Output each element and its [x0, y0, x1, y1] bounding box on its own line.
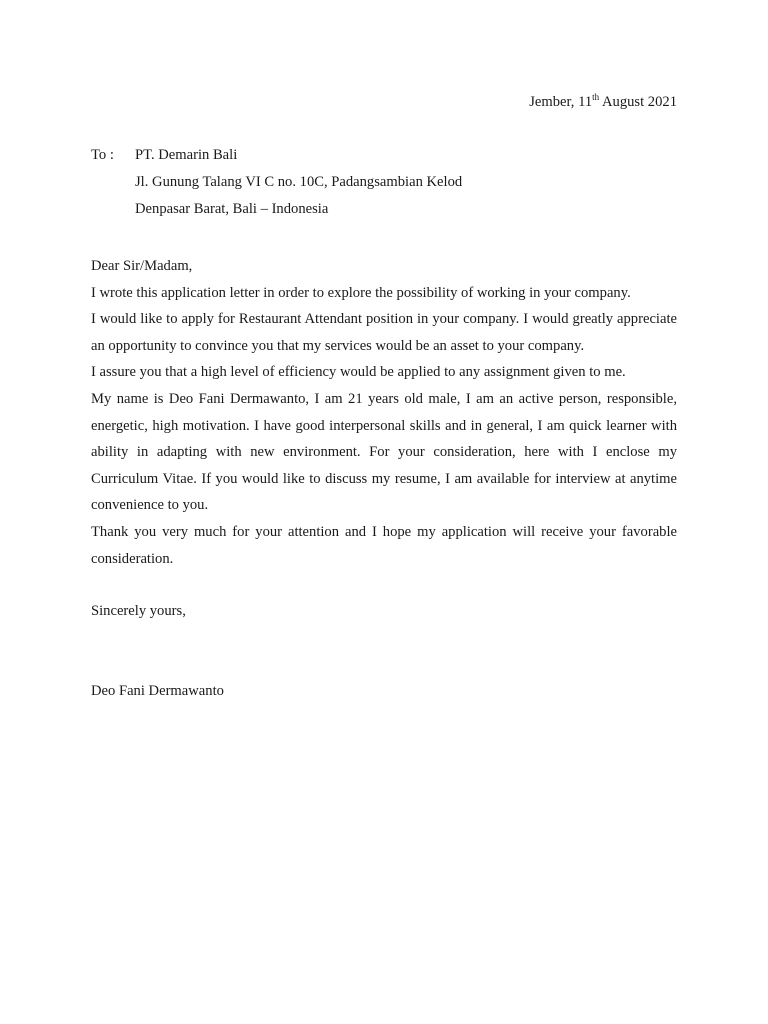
closing: Sincerely yours,: [91, 603, 186, 619]
recipient-city: Denpasar Barat, Bali – Indonesia: [135, 201, 329, 217]
recipient-company: PT. Demarin Bali: [135, 147, 238, 163]
body-paragraph: I would like to apply for Restaurant Attendant position in your company. I would greatly appreciate an opportunity to convince you that my services would be an asset to your company.: [91, 311, 677, 354]
body-paragraph: Thank you very much for your attention and I hope my application will receive your favorable consideration.: [91, 523, 677, 567]
recipient-street: Jl. Gunung Talang VI C no. 10C, Padangsambian Kelod: [135, 174, 463, 190]
recipient-row: [91, 145, 691, 172]
signature-name: Deo Fani Dermawanto: [91, 683, 224, 699]
recipient-label: To :: [91, 147, 114, 163]
recipient-row: [91, 172, 691, 199]
date-month-year: August 2021: [599, 94, 677, 110]
salutation: Dear Sir/Madam,: [91, 258, 193, 274]
body-paragraph: I assure you that a high level of efficiency would be applied to any assignment given to me.: [91, 364, 626, 381]
recipient-row: [91, 199, 691, 226]
body-paragraph: I wrote this application letter in order to explore the possibility of working in your company.: [91, 284, 631, 301]
letter-body: [91, 253, 677, 572]
letter-date: [529, 92, 677, 112]
date-ordinal-suffix: th: [592, 92, 600, 102]
recipient-block: [91, 145, 691, 226]
date-place-day: Jember, 11: [529, 94, 593, 110]
body-paragraph: My name is Deo Fani Dermawanto, I am 21 years old male, I am an active person, responsible, energetic, high motivation. I have good interpersonal skills and in general, I am quick learner with ability in adapting with new environment. For your consideration, here with I enclose my Curriculum Vitae. If you would like to discuss my resume, I am available for interview at anytime convenience to you.: [91, 390, 677, 514]
